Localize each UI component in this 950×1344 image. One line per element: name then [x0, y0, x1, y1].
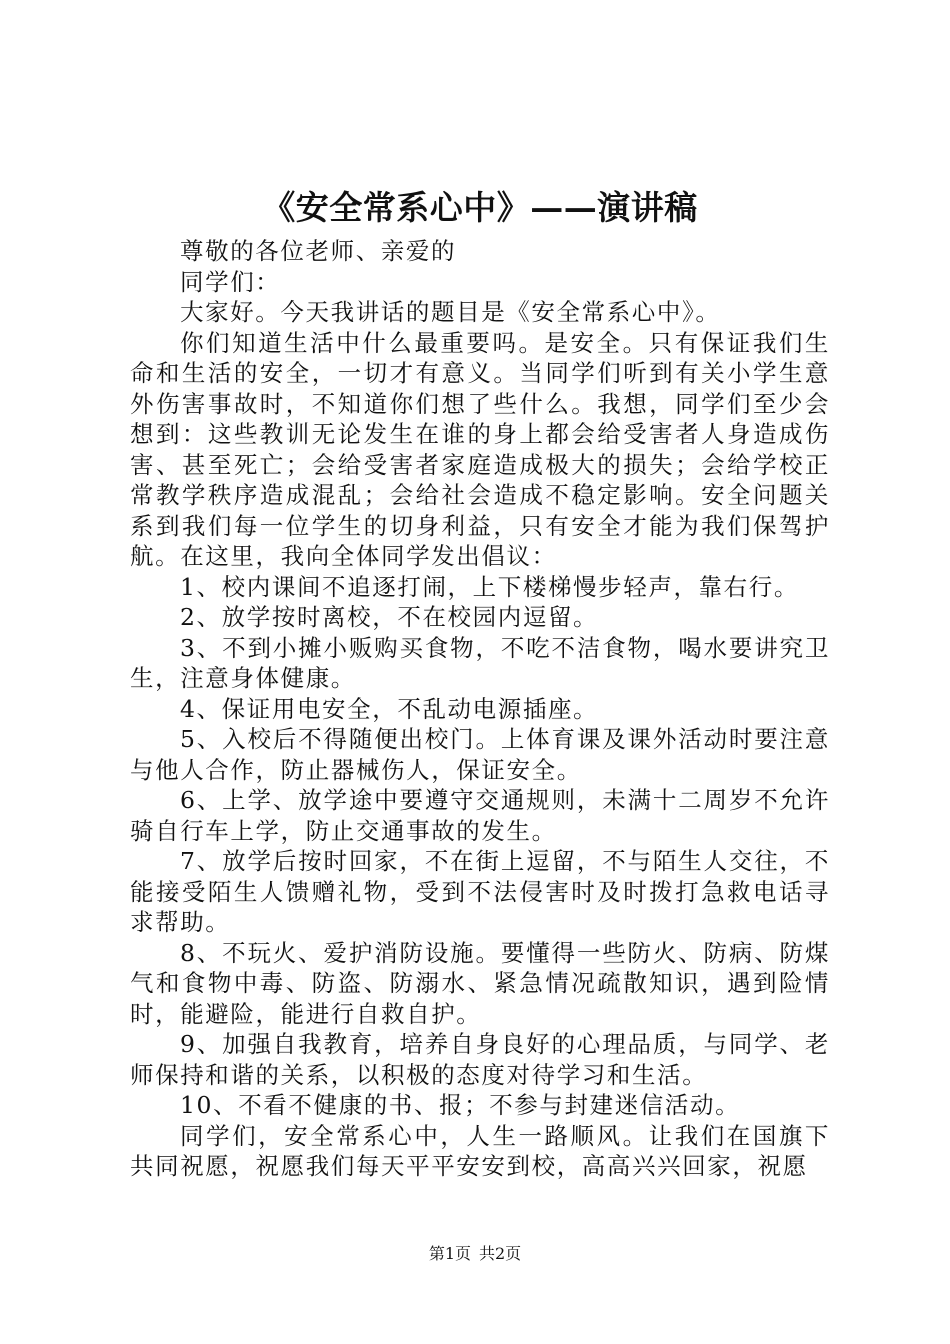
proposal-item-9: 9、加强自我教育，培养自身良好的心理品质，与同学、老师保持和谐的关系，以积极的态度对待学习和生活。 [130, 1030, 830, 1089]
salutation-line-2: 同学们： [180, 267, 281, 296]
proposal-item-4: 4、保证用电安全，不乱动电源插座。 [180, 694, 599, 723]
salutation-line-1: 尊敬的各位老师、亲爱的 [180, 237, 457, 265]
proposal-item-6: 6、上学、放学途中要遵守交通规则，未满十二周岁不允许骑自行车上学，防止交通事故的发生。 [130, 786, 830, 845]
proposal-item-1: 1、校内课间不追逐打闹，上下楼梯慢步轻声，靠右行。 [180, 572, 799, 601]
proposal-item-8: 8、不玩火、爱护消防设施。要懂得一些防火、防病、防煤气和食物中毒、防盗、防溺水、紧急情况疏散知识，遇到险情时，能避险，能进行自救自护。 [130, 938, 830, 1028]
proposal-item-3: 3、不到小摊小贩购买食物，不吃不洁食物，喝水要讲究卫生，注意身体健康。 [130, 633, 830, 692]
document-body [130, 236, 830, 1182]
page-number: 第1页 [428, 1244, 471, 1263]
intro-paragraph: 你们知道生活中什么最重要吗。是安全。只有保证我们生命和生活的安全，一切才有意义。当同学们听到有关小学生意外伤害事故时，不知道你们想了些什么。我想，同学们至少会想到：这些教训无论发生在谁的身上都会给受害者人身造成伤害、甚至死亡；会给受害者家庭造成极大的损失；会给学校正常教学秩序造成混乱；会给社会造成不稳定影响。安全问题关系到我们每一位学生的切身利益，只有安全才能为我们保驾护航。在这里，我向全体同学发出倡议： [130, 328, 830, 570]
proposal-item-5: 5、入校后不得随便出校门。上体育课及课外活动时要注意与他人合作，防止器械伤人，保证安全。 [130, 725, 830, 784]
proposal-item-7: 7、放学后按时回家，不在街上逗留，不与陌生人交往，不能接受陌生人馈赠礼物，受到不法侵害时及时拨打急救电话寻求帮助。 [130, 847, 830, 936]
greeting-paragraph: 大家好。今天我讲话的题目是《安全常系心中》。 [180, 298, 721, 326]
document-title: 《安全常系心中》——演讲稿 [262, 188, 698, 227]
proposal-item-10: 10、不看不健康的书、报；不参与封建迷信活动。 [180, 1091, 741, 1119]
closing-paragraph: 同学们，安全常系心中，人生一路顺风。让我们在国旗下共同祝愿，祝愿我们每天平平安安到校，高高兴兴回家，祝愿 [130, 1121, 830, 1180]
page-footer [0, 1243, 950, 1265]
proposal-item-2: 2、放学按时离校，不在校园内逗留。 [180, 603, 599, 631]
page-total: 共2页 [479, 1244, 522, 1263]
